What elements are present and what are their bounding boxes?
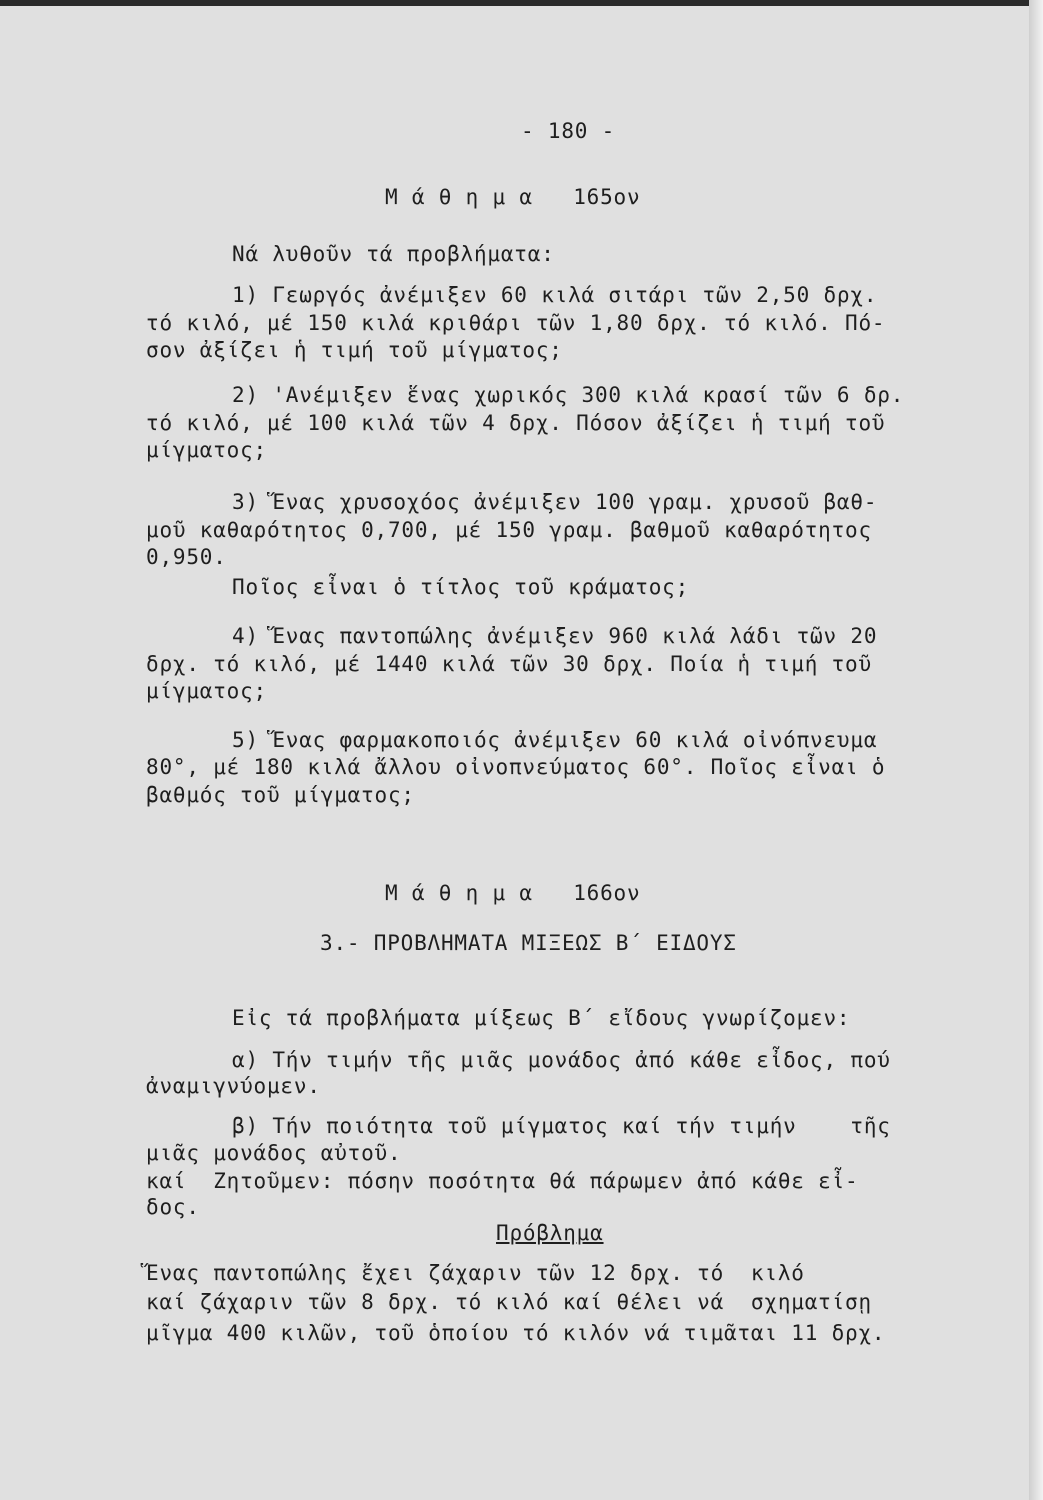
problem-4-line-1: 4) Ἕνας παντοπώλης ἀνέμιξεν 960 κιλά λάδι τῶν 20 <box>232 624 878 648</box>
problem-5-line-3: βαθμός τοῦ μίγματος; <box>146 783 415 807</box>
problem-heading: Πρόβλημα <box>496 1221 604 1245</box>
lesson-165-title: Μ ά θ η μ α 165ον <box>385 185 641 209</box>
problem-3-line-4: Ποῖος εἶναι ὁ τίτλος τοῦ κράματος; <box>232 575 690 599</box>
problem-5-line-1: 5) Ἕνας φαρμακοποιός ἀνέμιξεν 60 κιλά οἰνόπνευμα <box>232 728 878 752</box>
problem-5-line-2: 80°, μέ 180 κιλά ἄλλου οἰνοπνεύματος 60°. Ποῖος εἶναι ὁ <box>146 755 886 779</box>
problem-line-3: μῖγμα 400 κιλῶν, τοῦ ὁποίου τό κιλόν νά τιμᾶται 11 δρχ. <box>146 1321 886 1345</box>
item-c-line-1: καί Ζητοῦμεν: πόσην ποσότητα θά πάρωμεν ἀπό κάθε εἶ- <box>146 1169 859 1193</box>
item-b-line-2: μιᾶς μονάδος αὐτοῦ. <box>146 1141 402 1165</box>
item-a-line-2: ἀναμιγνύομεν. <box>146 1074 321 1098</box>
item-c-line-2: δος. <box>146 1195 200 1219</box>
problem-1-line-3: σον ἀξίζει ἡ τιμή τοῦ μίγματος; <box>146 338 563 362</box>
lesson-166-title: Μ ά θ η μ α 166ον <box>385 881 641 905</box>
problem-3-line-2: μοῦ καθαρότητος 0,700, μέ 150 γραμ. βαθμοῦ καθαρότητος <box>146 518 872 542</box>
problem-1-line-1: 1) Γεωργός ἀνέμιξεν 60 κιλά σιτάρι τῶν 2,50 δρχ. <box>232 283 878 307</box>
problem-1-line-2: τό κιλό, μέ 150 κιλά κριθάρι τῶν 1,80 δρχ. τό κιλό. Πό- <box>146 311 886 335</box>
problem-3-line-3: 0,950. <box>146 545 227 569</box>
problem-2-line-2: τό κιλό, μέ 100 κιλά τῶν 4 δρχ. Πόσον ἀξίζει ἡ τιμή τοῦ <box>146 411 886 435</box>
lesson-166-intro: Εἰς τά προβλήματα μίξεως Β΄ εἴδους γνωρίζομεν: <box>232 1006 851 1030</box>
problem-4-line-2: δρχ. τό κιλό, μέ 1440 κιλά τῶν 30 δρχ. Ποία ἡ τιμή τοῦ <box>146 652 872 676</box>
page-number: - 180 - <box>521 119 616 143</box>
lesson-165-intro: Νά λυθοῦν τά προβλήματα: <box>232 242 555 266</box>
item-a-line-1: α) Τήν τιμήν τῆς μιᾶς μονάδος ἀπό κάθε εἶδος, πού <box>232 1048 891 1072</box>
problem-line-1: Ἕνας παντοπώλης ἔχει ζάχαριν τῶν 12 δρχ. τό κιλό <box>146 1261 805 1285</box>
problem-4-line-3: μίγματος; <box>146 679 267 703</box>
scan-top-edge <box>0 0 1043 6</box>
problem-line-2: καί ζάχαριν τῶν 8 δρχ. τό κιλό καί θέλει νά σχηματίσῃ <box>146 1290 872 1314</box>
item-b-line-1: β) Τήν ποιότητα τοῦ μίγματος καί τήν τιμήν τῆς <box>232 1114 891 1138</box>
problem-2-line-1: 2) 'Ανέμιξεν ἕνας χωρικός 300 κιλά κρασί τῶν 6 δρ. <box>232 383 905 407</box>
problem-3-line-1: 3) Ἕνας χρυσοχόος ἀνέμιξεν 100 γραμ. χρυσοῦ βαθ- <box>232 490 878 514</box>
scan-right-edge <box>1029 0 1043 1500</box>
section-title: 3.- ΠΡΟΒΛΗΜΑΤΑ ΜΙΞΕΩΣ Β΄ ΕΙΔΟΥΣ <box>320 931 737 955</box>
problem-2-line-3: μίγματος; <box>146 438 267 462</box>
